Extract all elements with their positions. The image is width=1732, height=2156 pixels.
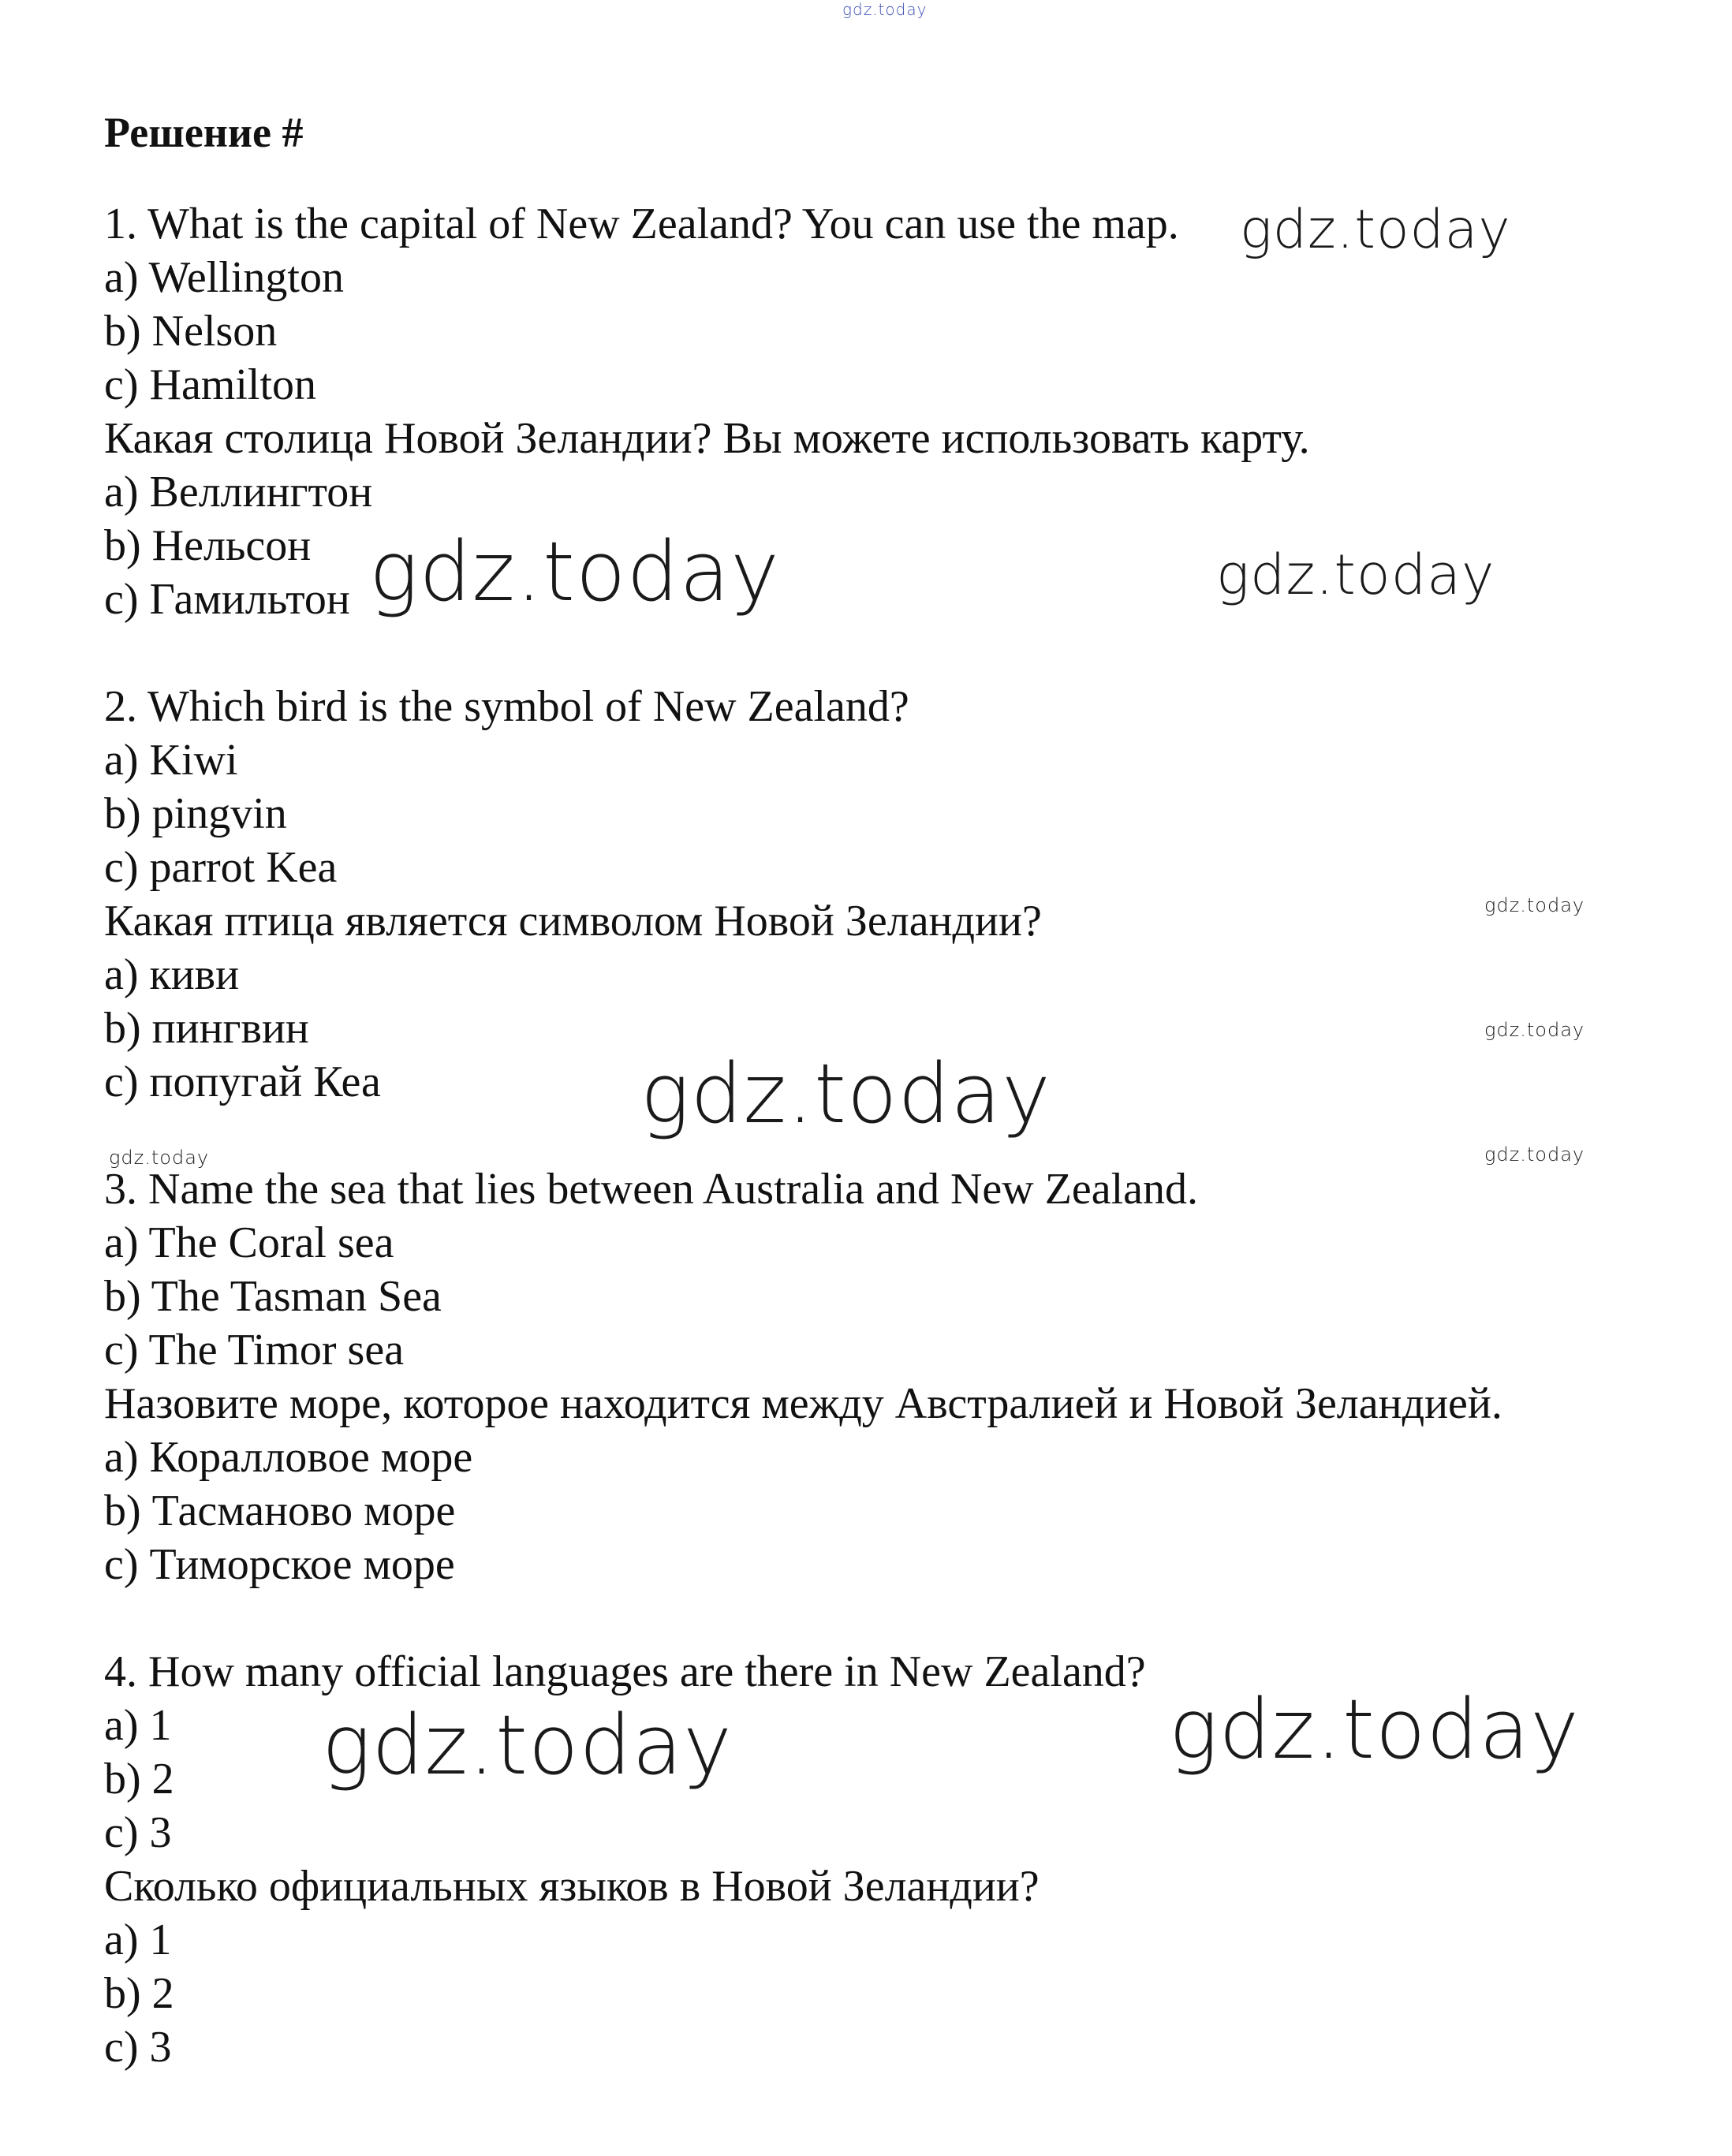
watermark: gdz.today	[109, 1147, 210, 1169]
question-3-en-option-b: b) The Tasman Sea	[104, 1272, 442, 1321]
question-4-en-option-b: b) 2	[104, 1755, 174, 1804]
watermark: gdz.today	[842, 0, 928, 19]
question-2-en-option-b: b) pingvin	[104, 789, 287, 838]
question-3-ru: Назовите море, которое находится между Австралией и Новой Зеландией.	[104, 1379, 1502, 1428]
question-1-en-option-a: a) Wellington	[104, 253, 344, 302]
question-3-en-option-c: c) The Timor sea	[104, 1326, 405, 1375]
watermark: gdz.today	[1484, 1143, 1585, 1166]
question-2-ru-option-a: a) киви	[104, 950, 240, 999]
question-1-en-option-c: c) Hamilton	[104, 360, 317, 409]
question-4-en-option-c: c) 3	[104, 1808, 172, 1857]
question-4-ru-option-c: c) 3	[104, 2023, 172, 2072]
question-1-en-option-b: b) Nelson	[104, 307, 278, 356]
question-2-ru-option-b: b) пингвин	[104, 1004, 309, 1053]
watermark: gdz.today	[1484, 894, 1585, 916]
question-2-en: 2. Which bird is the symbol of New Zealand?	[104, 682, 909, 731]
question-2-ru: Какая птица является символом Новой Зеландии?	[104, 897, 1042, 946]
page-title: Решение #	[104, 109, 304, 156]
question-3-ru-option-a: a) Коралловое море	[104, 1433, 473, 1482]
question-1-ru-option-c: c) Гамильтон	[104, 575, 350, 624]
question-2-en-option-a: a) Kiwi	[104, 736, 238, 785]
watermark: gdz.today	[1240, 199, 1511, 261]
question-3-en-option-a: a) The Coral sea	[104, 1218, 394, 1267]
question-1-ru: Какая столица Новой Зеландии? Вы можете использовать карту.	[104, 414, 1310, 463]
question-3-en: 3. Name the sea that lies between Australia and New Zealand.	[104, 1165, 1199, 1214]
question-3-ru-option-b: b) Тасманово море	[104, 1486, 456, 1535]
question-1-ru-option-b: b) Нельсон	[104, 521, 312, 570]
question-1-ru-option-a: a) Веллингтон	[104, 468, 373, 517]
question-4-ru-option-a: a) 1	[104, 1915, 172, 1964]
watermark: gdz.today	[369, 524, 780, 620]
question-4-ru-option-b: b) 2	[104, 1969, 174, 2018]
question-4-ru: Сколько официальных языков в Новой Зеландии?	[104, 1862, 1040, 1911]
watermark: gdz.today	[1216, 543, 1495, 607]
question-1-en: 1. What is the capital of New Zealand? You can use the map.	[104, 200, 1179, 248]
watermark: gdz.today	[1169, 1681, 1580, 1777]
watermark: gdz.today	[322, 1697, 733, 1793]
question-3-ru-option-c: c) Тиморское море	[104, 1540, 455, 1589]
question-2-ru-option-c: c) попугай Кеа	[104, 1057, 381, 1106]
question-4-en-option-a: a) 1	[104, 1701, 172, 1750]
question-2-en-option-c: c) parrot Kea	[104, 843, 338, 892]
question-4-en: 4. How many official languages are there in New Zealand?	[104, 1647, 1146, 1696]
watermark: gdz.today	[640, 1046, 1051, 1142]
watermark: gdz.today	[1484, 1019, 1585, 1041]
